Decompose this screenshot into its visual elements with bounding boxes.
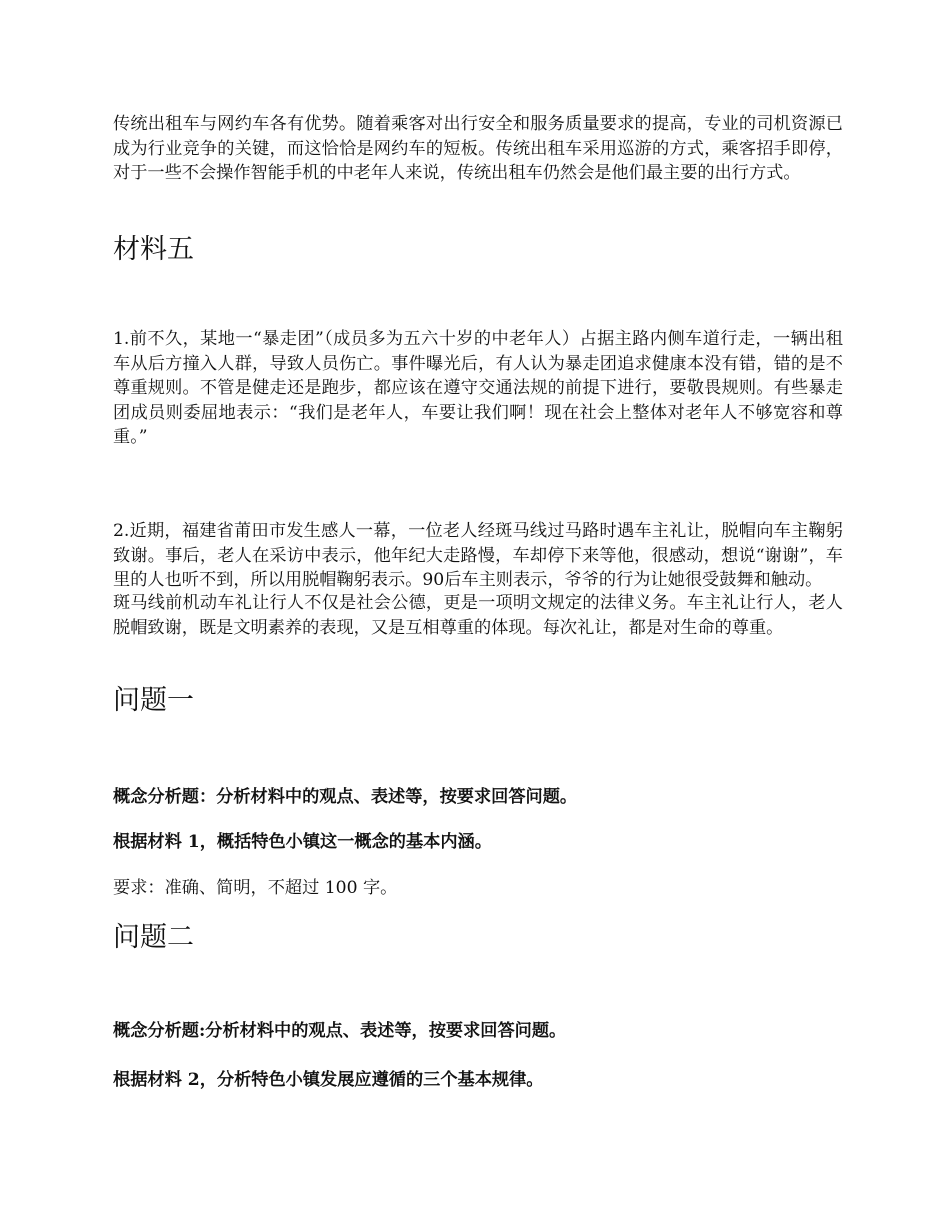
question-one-task: 根据材料 1，概括特色小镇这一概念的基本内涵。: [113, 832, 492, 852]
question-two-heading: 问题二: [113, 922, 194, 953]
intro-paragraph: 传统出租车与网约车各有优势。随着乘客对出行安全和服务质量要求的提高，专业的司机资源已成为行业竞争的关键，而这恰恰是网约车的短板。传统出租车采用巡游的方式，乘客招手即停，对于一些不会操作智能手机的中老年人来说，传统出租车仍然会是他们最主要的出行方式。: [113, 114, 843, 183]
question-two-task: 根据材料 2，分析特色小镇发展应遵循的三个基本规律。: [113, 1070, 544, 1090]
material-five-paragraph-2: 2.近期，福建省莆田市发生感人一幕，一位老人经斑马线过马路时遇车主礼让，脱帽向车主鞠躬致谢。事后，老人在采访中表示，他年纪大走路慢，车却停下来等他，很感动，想说“谢谢”，车里的人也听不到，所以用脱帽鞠躬表示。90后车主则表示，爷爷的行为让她很受鼓舞和触动。: [113, 521, 843, 590]
question-two-type: 概念分析题:分析材料中的观点、表述等，按要求回答问题。: [113, 1021, 567, 1041]
question-one-type: 概念分析题：分析材料中的观点、表述等，按要求回答问题。: [113, 787, 578, 807]
material-five-paragraph-3: 斑马线前机动车礼让行人不仅是社会公德，更是一项明文规定的法律义务。车主礼让行人，老人脱帽致谢，既是文明素养的表现，又是互相尊重的体现。每次礼让，都是对生命的尊重。: [113, 593, 843, 638]
question-one-heading: 问题一: [113, 685, 194, 716]
material-five-paragraph-1: 1.前不久，某地一“暴走团”（成员多为五六十岁的中老年人）占据主路内侧车道行走，一辆出租车从后方撞入人群，导致人员伤亡。事件曝光后，有人认为暴走团追求健康本没有错，错的是不尊重规则。不管是健走还是跑步，都应该在遵守交通法规的前提下进行，要敬畏规则。有些暴走团成员则委屈地表示：“我们是老年人，车要让我们啊！现在社会上整体对老年人不够宽容和尊重。”: [113, 329, 843, 447]
material-five-heading: 材料五: [113, 234, 194, 265]
question-one-requirement: 要求：准确、简明，不超过 100 字。: [113, 878, 398, 898]
